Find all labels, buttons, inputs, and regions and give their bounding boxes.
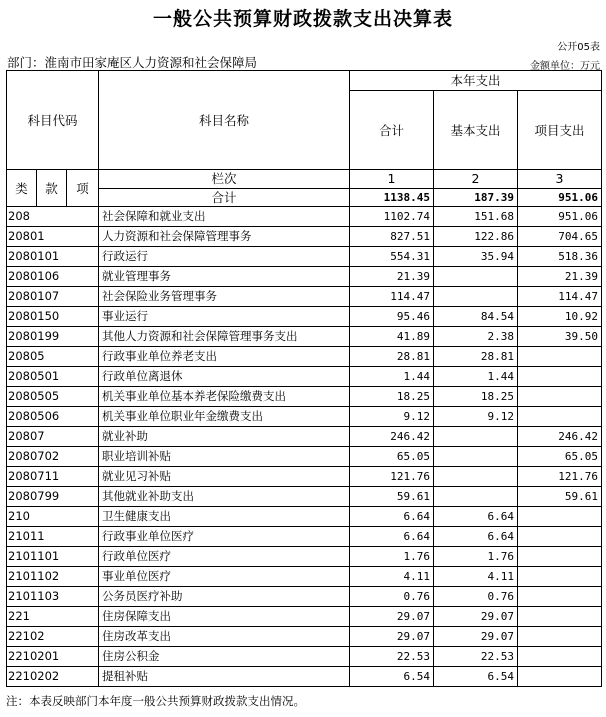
row-basic: 4.11	[434, 567, 518, 587]
row-project	[518, 627, 602, 647]
row-basic	[434, 487, 518, 507]
row-name: 其他人力资源和社会保障管理事务支出	[99, 327, 350, 347]
row-name: 社会保障和就业支出	[99, 207, 350, 227]
table-row	[7, 547, 602, 567]
row-code: 20807	[7, 427, 99, 447]
table-row	[7, 407, 602, 427]
row-total: 1.76	[350, 547, 434, 567]
row-total: 65.05	[350, 447, 434, 467]
row-basic: 122.86	[434, 227, 518, 247]
row-total: 1.44	[350, 367, 434, 387]
row-project	[518, 367, 602, 387]
row-name: 社会保险业务管理事务	[99, 287, 350, 307]
row-project	[518, 607, 602, 627]
header-basic: 基本支出	[434, 91, 518, 170]
expenditure-table	[6, 70, 602, 687]
row-code: 2101101	[7, 547, 99, 567]
row-code: 2080199	[7, 327, 99, 347]
row-code: 2080150	[7, 307, 99, 327]
row-basic: 22.53	[434, 647, 518, 667]
row-name: 事业运行	[99, 307, 350, 327]
row-code: 20805	[7, 347, 99, 367]
footnote: 注：本表反映部门本年度一般公共预算财政拨款支出情况。	[6, 694, 305, 708]
header-current-year: 本年支出	[350, 71, 602, 91]
row-basic: 1.76	[434, 547, 518, 567]
table-row	[7, 487, 602, 507]
row-total: 29.07	[350, 627, 434, 647]
row-project: 65.05	[518, 447, 602, 467]
row-project: 704.65	[518, 227, 602, 247]
row-total: 59.61	[350, 487, 434, 507]
row-code: 2210202	[7, 667, 99, 687]
row-project: 59.61	[518, 487, 602, 507]
row-total: 18.25	[350, 387, 434, 407]
row-total: 246.42	[350, 427, 434, 447]
header-subject-name: 科目名称	[99, 71, 350, 170]
table-row	[7, 347, 602, 367]
row-name: 人力资源和社会保障管理事务	[99, 227, 350, 247]
total-row-project: 951.06	[518, 188, 602, 207]
row-name: 住房保障支出	[99, 607, 350, 627]
row-total: 827.51	[350, 227, 434, 247]
row-basic: 6.64	[434, 507, 518, 527]
row-code: 2080505	[7, 387, 99, 407]
table-row	[7, 427, 602, 447]
row-basic: 2.38	[434, 327, 518, 347]
row-project	[518, 587, 602, 607]
row-project	[518, 547, 602, 567]
row-code: 2080799	[7, 487, 99, 507]
row-code: 2080106	[7, 267, 99, 287]
table-row	[7, 647, 602, 667]
row-project	[518, 507, 602, 527]
table-row	[7, 527, 602, 547]
row-name: 事业单位医疗	[99, 567, 350, 587]
row-project: 10.92	[518, 307, 602, 327]
form-code: 公开05表	[557, 42, 600, 53]
total-row-total: 1138.45	[350, 188, 434, 207]
table-row	[7, 447, 602, 467]
row-basic: 28.81	[434, 347, 518, 367]
header-col3: 3	[518, 170, 602, 189]
table-row	[7, 267, 602, 287]
row-basic: 1.44	[434, 367, 518, 387]
table-row	[7, 307, 602, 327]
report-title: 一般公共预算财政拨款支出决算表	[152, 8, 453, 30]
table-row	[7, 287, 602, 307]
header-category: 类	[7, 170, 37, 207]
table-row	[7, 507, 602, 527]
row-name: 公务员医疗补助	[99, 587, 350, 607]
row-name: 机关事业单位职业年金缴费支出	[99, 407, 350, 427]
row-project	[518, 347, 602, 367]
row-basic: 6.54	[434, 667, 518, 687]
row-basic: 9.12	[434, 407, 518, 427]
row-total: 41.89	[350, 327, 434, 347]
row-basic: 84.54	[434, 307, 518, 327]
row-code: 2080101	[7, 247, 99, 267]
total-row-basic: 187.39	[434, 188, 518, 207]
row-basic	[434, 287, 518, 307]
row-name: 行政事业单位养老支出	[99, 347, 350, 367]
row-code: 20801	[7, 227, 99, 247]
table-row	[7, 627, 602, 647]
row-project: 121.76	[518, 467, 602, 487]
row-total: 6.54	[350, 667, 434, 687]
unit-label: 金额单位：万元	[530, 61, 600, 72]
table-row	[7, 227, 602, 247]
row-name: 就业管理事务	[99, 267, 350, 287]
row-total: 9.12	[350, 407, 434, 427]
row-name: 行政事业单位医疗	[99, 527, 350, 547]
row-basic: 6.64	[434, 527, 518, 547]
table-row	[7, 667, 602, 687]
header-item: 项	[67, 170, 99, 207]
row-code: 210	[7, 507, 99, 527]
row-basic: 151.68	[434, 207, 518, 227]
row-basic	[434, 427, 518, 447]
table-row	[7, 467, 602, 487]
row-project	[518, 647, 602, 667]
header-column-index: 栏次	[99, 170, 350, 189]
row-total: 4.11	[350, 567, 434, 587]
row-name: 卫生健康支出	[99, 507, 350, 527]
header-project: 项目支出	[518, 91, 602, 170]
department-label: 部门：淮南市田家庵区人力资源和社会保障局	[7, 55, 258, 70]
row-code: 2080501	[7, 367, 99, 387]
row-project	[518, 407, 602, 427]
table-row	[7, 607, 602, 627]
row-project	[518, 527, 602, 547]
row-total: 21.39	[350, 267, 434, 287]
table-row	[7, 327, 602, 347]
row-name: 就业见习补贴	[99, 467, 350, 487]
row-basic: 29.07	[434, 627, 518, 647]
row-name: 行政单位离退休	[99, 367, 350, 387]
row-total: 29.07	[350, 607, 434, 627]
row-name: 其他就业补助支出	[99, 487, 350, 507]
row-code: 2101103	[7, 587, 99, 607]
row-total: 1102.74	[350, 207, 434, 227]
row-code: 2080107	[7, 287, 99, 307]
row-project: 246.42	[518, 427, 602, 447]
table-row	[7, 367, 602, 387]
row-total: 6.64	[350, 527, 434, 547]
row-code: 2080711	[7, 467, 99, 487]
row-basic	[434, 267, 518, 287]
row-project: 518.36	[518, 247, 602, 267]
row-name: 机关事业单位基本养老保险缴费支出	[99, 387, 350, 407]
row-total: 554.31	[350, 247, 434, 267]
row-basic	[434, 447, 518, 467]
row-total: 121.76	[350, 467, 434, 487]
row-name: 职业培训补贴	[99, 447, 350, 467]
row-name: 住房公积金	[99, 647, 350, 667]
row-total: 6.64	[350, 507, 434, 527]
row-code: 21011	[7, 527, 99, 547]
table-row	[7, 207, 602, 227]
row-total: 0.76	[350, 587, 434, 607]
row-basic: 18.25	[434, 387, 518, 407]
row-project: 114.47	[518, 287, 602, 307]
row-code: 22102	[7, 627, 99, 647]
row-code: 2080506	[7, 407, 99, 427]
total-row-label: 合计	[99, 188, 350, 207]
row-code: 221	[7, 607, 99, 627]
table-row	[7, 587, 602, 607]
row-name: 行政运行	[99, 247, 350, 267]
table-row	[7, 247, 602, 267]
header-col1: 1	[350, 170, 434, 189]
row-code: 2210201	[7, 647, 99, 667]
row-name: 提租补贴	[99, 667, 350, 687]
row-basic: 35.94	[434, 247, 518, 267]
row-code: 2080702	[7, 447, 99, 467]
row-total: 95.46	[350, 307, 434, 327]
row-name: 行政单位医疗	[99, 547, 350, 567]
row-project: 39.50	[518, 327, 602, 347]
table-row	[7, 567, 602, 587]
row-basic: 0.76	[434, 587, 518, 607]
row-name: 就业补助	[99, 427, 350, 447]
row-total: 22.53	[350, 647, 434, 667]
row-basic: 29.07	[434, 607, 518, 627]
row-total: 28.81	[350, 347, 434, 367]
row-name: 住房改革支出	[99, 627, 350, 647]
row-code: 2101102	[7, 567, 99, 587]
row-project	[518, 667, 602, 687]
header-col2: 2	[434, 170, 518, 189]
row-project	[518, 387, 602, 407]
header-section: 款	[37, 170, 67, 207]
row-total: 114.47	[350, 287, 434, 307]
header-total: 合计	[350, 91, 434, 170]
row-project	[518, 567, 602, 587]
row-project: 21.39	[518, 267, 602, 287]
row-project: 951.06	[518, 207, 602, 227]
row-basic	[434, 467, 518, 487]
header-subject-code: 科目代码	[7, 71, 99, 170]
row-code: 208	[7, 207, 99, 227]
table-row	[7, 387, 602, 407]
